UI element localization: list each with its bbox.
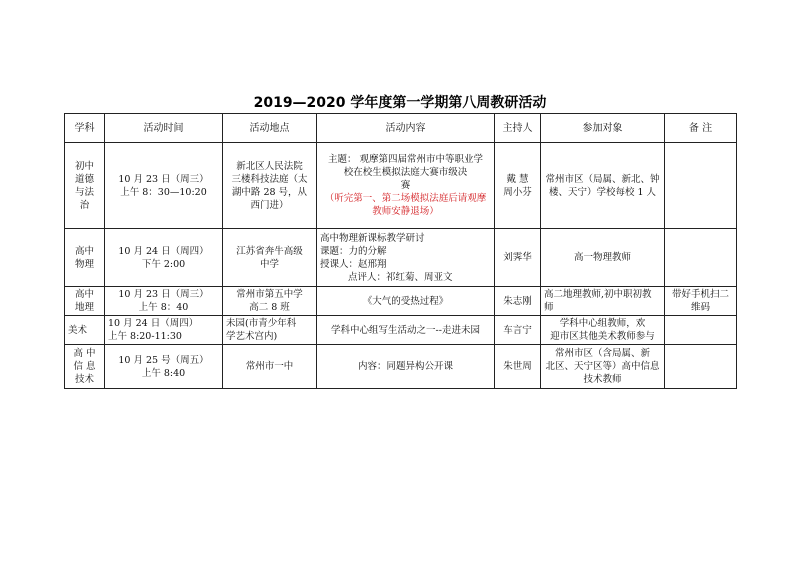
place-line: 湖中路 28 号，从 — [231, 186, 308, 198]
subject-cell — [65, 345, 105, 389]
time-line: 10 月 23 日（周三） — [118, 289, 209, 300]
content-line: 主题： 观摩第四届常州市中等职业学 — [327, 154, 484, 165]
content-note-line: 教师安静退场） — [372, 206, 439, 217]
place-line: 中学 — [259, 258, 279, 270]
time-line: 上午 8:40 — [141, 367, 186, 379]
header-participants: 参加对象 — [541, 114, 665, 143]
place-line: 高二 8 班 — [249, 302, 290, 313]
header-row — [65, 114, 737, 143]
content-line: 授课人：赵邢翔 — [320, 258, 387, 270]
host-cell — [495, 143, 541, 229]
remark-cell — [665, 316, 737, 345]
content-cell: 内容：同题异构公开课 — [317, 345, 495, 389]
table-row — [65, 143, 737, 229]
subject-line: 初中 — [74, 160, 94, 172]
table-row — [65, 229, 737, 287]
table-row — [65, 345, 737, 389]
place-line: 学艺术宫内) — [226, 331, 278, 342]
content-line: 高中物理新课标教学研讨 — [320, 232, 425, 244]
subject-line: 高 中 — [73, 348, 96, 359]
subject-line: 地理 — [74, 302, 94, 313]
participants-line: 常州市区（局属、新北、钟 — [545, 173, 660, 185]
header-time: 活动时间 — [105, 114, 223, 143]
subject-cell — [65, 287, 105, 316]
participants-cell — [541, 316, 665, 345]
time-line: 上午 8：30—10:20 — [120, 186, 207, 198]
host-cell: 朱志刚 — [495, 287, 541, 316]
place-cell — [223, 229, 317, 287]
subject-line: 高中 — [74, 289, 94, 300]
schedule-table — [64, 113, 737, 389]
place-line: 常州市第五中学 — [236, 289, 303, 300]
participants-line: 楼、天宁）学校每校 1 人 — [548, 186, 657, 198]
participants-line: 北区、天宁区等）高中信息 — [545, 361, 660, 372]
subject-line: 治 — [79, 199, 90, 211]
time-line: 上午 8:20-11:30 — [108, 331, 182, 342]
header-place: 活动地点 — [223, 114, 317, 143]
subject-cell — [65, 143, 105, 229]
content-line: 课题：力的分解 — [320, 245, 387, 257]
place-line: 新北区人民法院 — [236, 160, 303, 172]
place-cell: 常州市一中 — [223, 345, 317, 389]
subject-line: 高中 — [74, 245, 94, 257]
subject-line: 道德 — [74, 173, 94, 185]
content-cell: 学科中心组写生活动之一--走进未园 — [317, 316, 495, 345]
subject-line: 信 息 — [73, 361, 96, 372]
place-line: 三楼科技法庭（太 — [231, 173, 308, 185]
content-line: 校在校生模拟法庭大赛市级决 — [343, 167, 468, 178]
remark-cell — [665, 229, 737, 287]
host-cell: 朱世周 — [495, 345, 541, 389]
content-cell — [317, 143, 495, 229]
participants-line: 学科中心组教师，欢 — [559, 318, 646, 329]
subject-line: 物理 — [74, 258, 94, 270]
table-row — [65, 287, 737, 316]
host-cell: 车言宁 — [495, 316, 541, 345]
header-remark: 备 注 — [665, 114, 737, 143]
time-cell — [105, 345, 223, 389]
participants-cell: 高一物理教师 — [541, 229, 665, 287]
participants-line: 常州市区（含局属、新 — [554, 348, 650, 359]
header-host: 主持人 — [495, 114, 541, 143]
time-line: 上午 8：40 — [138, 302, 189, 313]
place-line: 江苏省奔牛高级 — [236, 245, 303, 257]
subject-line: 与法 — [74, 186, 94, 198]
time-cell — [105, 143, 223, 229]
table-row — [65, 316, 737, 345]
time-line: 10 月 25 号（周五） — [118, 354, 209, 366]
time-cell — [105, 316, 223, 345]
host-cell: 刘霁华 — [495, 229, 541, 287]
participants-line: 高二地理教师,初中职初教 — [544, 289, 652, 300]
subject-cell: 美术 — [65, 316, 105, 345]
time-line: 下午 2:00 — [141, 258, 186, 270]
content-cell: 《大气的受热过程》 — [317, 287, 495, 316]
place-cell — [223, 287, 317, 316]
time-cell — [105, 229, 223, 287]
participants-line: 迎市区其他美术教师参与 — [550, 331, 655, 342]
header-subject: 学科 — [65, 114, 105, 143]
time-line: 10 月 23 日（周三） — [118, 173, 209, 185]
remark-cell — [665, 143, 737, 229]
subject-cell — [65, 229, 105, 287]
host-line: 戴 慧 — [506, 173, 529, 185]
place-cell — [223, 316, 317, 345]
time-line: 10 月 24 日（周四） — [118, 245, 209, 257]
place-line: 西门进） — [250, 199, 289, 211]
content-note-line: （听完第一、第二场模拟法庭后请观摩 — [324, 193, 487, 204]
content-line: 点评人：祁红菊、周亚文 — [348, 271, 453, 283]
participants-cell — [541, 287, 665, 316]
content-cell — [317, 229, 495, 287]
time-line: 10 月 24 日（周四） — [108, 318, 199, 329]
participants-line: 技术教师 — [583, 374, 622, 385]
content-line: 赛 — [400, 180, 411, 191]
remark-cell: 带好手机扫二维码 — [665, 287, 737, 316]
participants-cell — [541, 345, 665, 389]
participants-cell — [541, 143, 665, 229]
header-content: 活动内容 — [317, 114, 495, 143]
participants-line: 师 — [544, 302, 554, 313]
time-cell — [105, 287, 223, 316]
host-line: 周小芬 — [503, 186, 532, 198]
remark-cell — [665, 345, 737, 389]
page-title: 2019—2020 学年度第一学期第八周教研活动 — [253, 95, 547, 111]
place-line: 未园(市青少年科 — [226, 318, 297, 329]
subject-line: 技术 — [74, 374, 94, 385]
place-cell — [223, 143, 317, 229]
